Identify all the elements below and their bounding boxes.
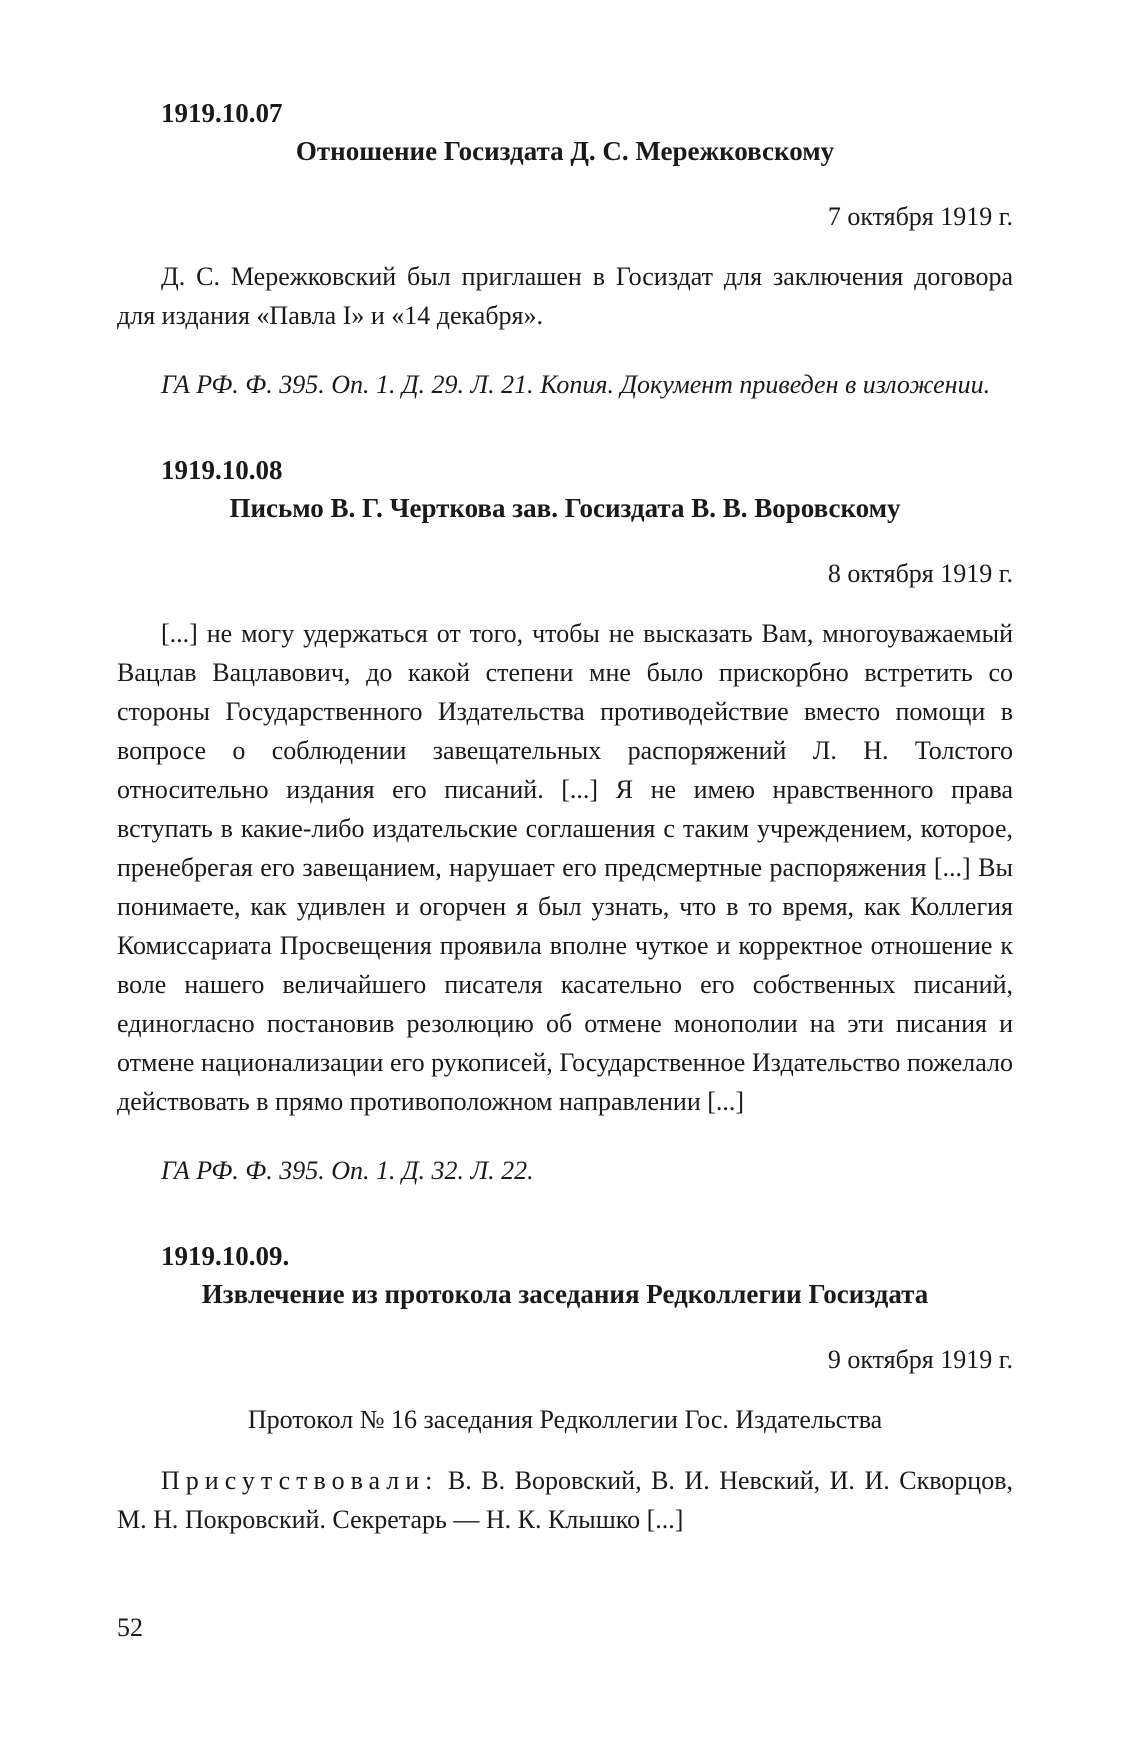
document-page xyxy=(117,95,1013,1539)
entry-date: 9 октября 1919 г. xyxy=(827,1345,1013,1374)
page-number: 52 xyxy=(117,1613,143,1642)
attendees-paragraph xyxy=(117,1461,1013,1539)
entry-1919-10-09 xyxy=(117,1238,1013,1539)
entry-id: 1919.10.09. xyxy=(161,1241,290,1271)
entry-title: Письмо В. Г. Черткова зав. Госиздата В. В. Воровскому xyxy=(229,493,901,523)
entry-1919-10-08 xyxy=(117,452,1013,1190)
entry-date: 8 октября 1919 г. xyxy=(827,559,1013,588)
entry-text: [...] не могу удержаться от того, чтобы не высказать Вам, многоуважаемый Вацлав Вацлавович, до какой степени мне было прискорбно встретить со стороны Государственного Издательства противодействие вместо помощи в вопросе о соблюдении завещательных распоряжений Л. Н. Толстого относительно издания его писаний. [...] Я не имею нравственного права вступать в какие-либо издательские соглашения с таким учреждением, которое, пренебрегая его завещанием, нарушает его предсмертные распоряжения [...] Вы понимаете, как удивлен и огорчен я был узнать, что в то время, как Коллегия Комиссариата Просвещения проявила вполне чуткое и корректное отношение к воле нашего величайшего писателя касательно его собственных писаний, единогласно постановив резолюцию об отмене монополии на эти писания и отмене национализации его рукописей, Государственное Издательство пожелало действовать в прямо противоположном направлении [...] xyxy=(117,619,1013,1116)
entry-id: 1919.10.07 xyxy=(161,98,283,128)
entry-1919-10-07 xyxy=(117,95,1013,404)
entry-date: 7 октября 1919 г. xyxy=(827,202,1013,231)
attendees-text: В. В. Воровский, В. И. Невский, И. И. Скворцов, М. Н. Покровский. Секретарь — Н. К. Клышко [...] xyxy=(117,1466,1013,1534)
entry-id: 1919.10.08 xyxy=(161,455,283,485)
archive-source: ГА РФ. Ф. 395. Оп. 1. Д. 32. Л. 22. xyxy=(161,1156,534,1185)
attendees-label: Присутствовали: xyxy=(161,1466,439,1495)
protocol-title: Протокол № 16 заседания Редколлегии Гос. Издательства xyxy=(247,1405,883,1434)
archive-source: ГА РФ. Ф. 395. Оп. 1. Д. 29. Л. 21. Копия. Документ приведен в изложении. xyxy=(161,370,991,399)
entry-title: Извлечение из протокола заседания Редколлегии Госиздата xyxy=(201,1279,929,1309)
entry-text: Д. С. Мережковский был приглашен в Госиздат для заключения договора для издания «Павла I» и «14 декабря». xyxy=(117,262,1013,330)
entry-title: Отношение Госиздата Д. С. Мережковскому xyxy=(295,136,835,166)
